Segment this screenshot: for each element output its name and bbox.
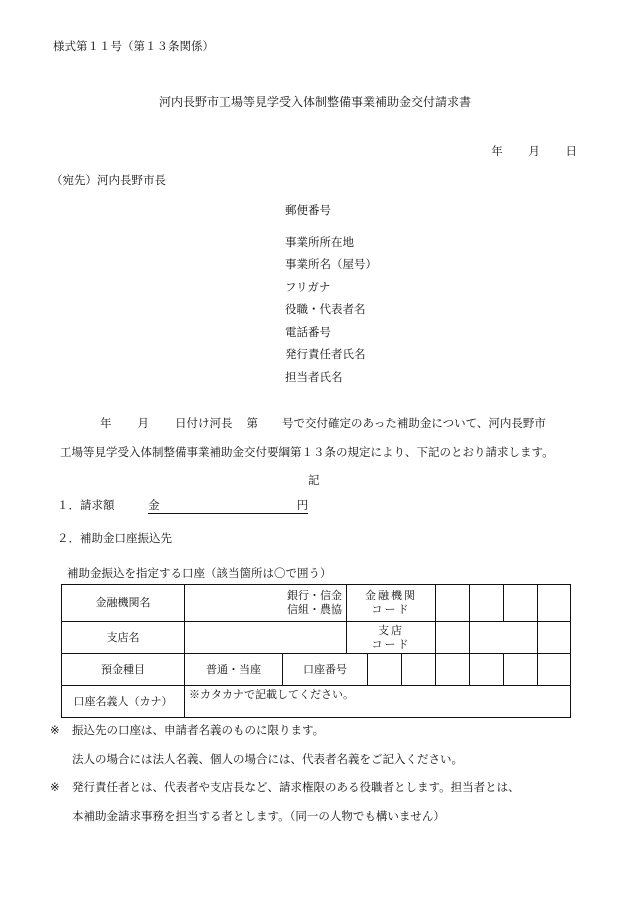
institution-code-label	[347, 585, 436, 622]
date-line: 年 月 日	[491, 144, 577, 158]
claim-suffix: 円	[296, 498, 309, 512]
field-office-address: 事業所所在地	[285, 234, 354, 249]
body-month: 月	[137, 416, 149, 430]
row-account-holder	[62, 686, 571, 718]
note-2-continued	[50, 808, 520, 823]
applicant-fields	[285, 205, 377, 394]
note-2-cont-text: 本補助金請求事務を担当する者とします。（同一の人物でも構いません）	[72, 808, 445, 823]
note-1-text: 振込先の口座は、申請者名義のものに限ります。	[72, 723, 325, 737]
claim-amount-row	[57, 500, 308, 514]
note-1	[50, 725, 520, 737]
institution-code-box-1[interactable]	[436, 585, 470, 622]
account-holder-cell[interactable]	[185, 686, 571, 718]
note-1-mark: ※	[50, 723, 60, 737]
ki-marker: 記	[308, 473, 320, 487]
body-dai: 第	[246, 416, 258, 430]
account-holder-note: ※カタカナで記載してください。	[189, 688, 354, 701]
field-furigana: フリガナ	[285, 279, 331, 294]
institution-types-1: 銀行・信金	[287, 589, 342, 603]
account-number-box-1[interactable]	[368, 654, 402, 686]
institution-code-box-3[interactable]	[504, 585, 538, 622]
institution-code-label-2: コード	[371, 603, 411, 616]
body-date-ref: 日付け河長	[175, 416, 233, 430]
deposit-type-label: 預金種目	[62, 654, 185, 686]
field-phone: 電話番号	[285, 324, 331, 339]
body-year: 年	[100, 416, 112, 430]
row-branch	[62, 622, 571, 654]
document-title: 河内長野市工場等見学受入体制整備事業補助金交付請求書	[158, 95, 471, 109]
claim-amount-field[interactable]	[148, 500, 308, 514]
account-holder-label: 口座名義人（カナ）	[62, 686, 185, 718]
field-contact-name: 担当者氏名	[285, 369, 343, 384]
bank-section-heading: ２．補助金口座振込先	[57, 531, 172, 545]
note-2-mark: ※	[50, 780, 60, 794]
institution-name-cell[interactable]	[185, 585, 347, 622]
branch-code-box-2[interactable]	[470, 622, 538, 654]
account-number-label: 口座番号	[283, 654, 368, 686]
note-1-cont-text: 法人の場合には法人名義、個人の場合には、代表者名義をご記入ください。	[72, 751, 463, 766]
account-number-box-6[interactable]	[538, 654, 571, 686]
field-office-name: 事業所名（屋号）	[285, 257, 377, 271]
institution-name-label: 金融機関名	[62, 585, 185, 622]
field-issuer-name: 発行責任者氏名	[285, 347, 366, 361]
note-1-continued	[50, 751, 520, 766]
notes-list	[50, 725, 520, 839]
note-2	[50, 782, 520, 794]
claim-prefix: 金	[148, 498, 160, 512]
account-number-box-3[interactable]	[436, 654, 470, 686]
branch-name-label: 支店名	[62, 622, 185, 654]
form-number: 様式第１１号（第１３条関係）	[53, 39, 214, 53]
row-deposit	[62, 654, 571, 686]
institution-code-box-2[interactable]	[470, 585, 504, 622]
institution-code-box-4[interactable]	[538, 585, 571, 622]
institution-types-2: 信組・農協	[287, 603, 342, 616]
row-institution	[62, 585, 571, 622]
body-rest: 号で交付確定のあった補助金について、河内長野市	[282, 416, 546, 430]
branch-code-label	[347, 622, 436, 654]
account-number-box-5[interactable]	[504, 654, 538, 686]
branch-code-box-3[interactable]	[538, 622, 571, 654]
addressee: （宛先）河内長野市長	[51, 173, 166, 187]
institution-code-label-1: 金融機関	[365, 589, 418, 603]
deposit-type-options[interactable]: 普通・当座	[185, 654, 283, 686]
field-postal-code: 郵便番号	[285, 203, 331, 217]
branch-code-label-1: 支店	[378, 623, 405, 637]
account-number-box-4[interactable]	[470, 654, 504, 686]
claim-label: １．請求額	[57, 498, 115, 512]
branch-code-box-1[interactable]	[436, 622, 470, 654]
body-line-2: 工場等見学受入体制整備事業補助金交付要綱第１３条の規定により、下記のとおり請求します。	[60, 445, 554, 459]
note-2-text: 発行責任者とは、代表者や支店長など、請求権限のある役職者とします。担当者とは、	[72, 780, 520, 794]
bank-table-caption: 補助金振込を指定する口座（該当箇所は〇で囲う）	[67, 566, 332, 580]
field-representative: 役職・代表者名	[285, 302, 366, 316]
branch-name-cell[interactable]	[185, 622, 347, 654]
account-number-box-2[interactable]	[402, 654, 436, 686]
bank-account-table	[61, 584, 571, 718]
branch-code-label-2: コード	[371, 637, 411, 651]
body-line-1	[100, 418, 546, 430]
